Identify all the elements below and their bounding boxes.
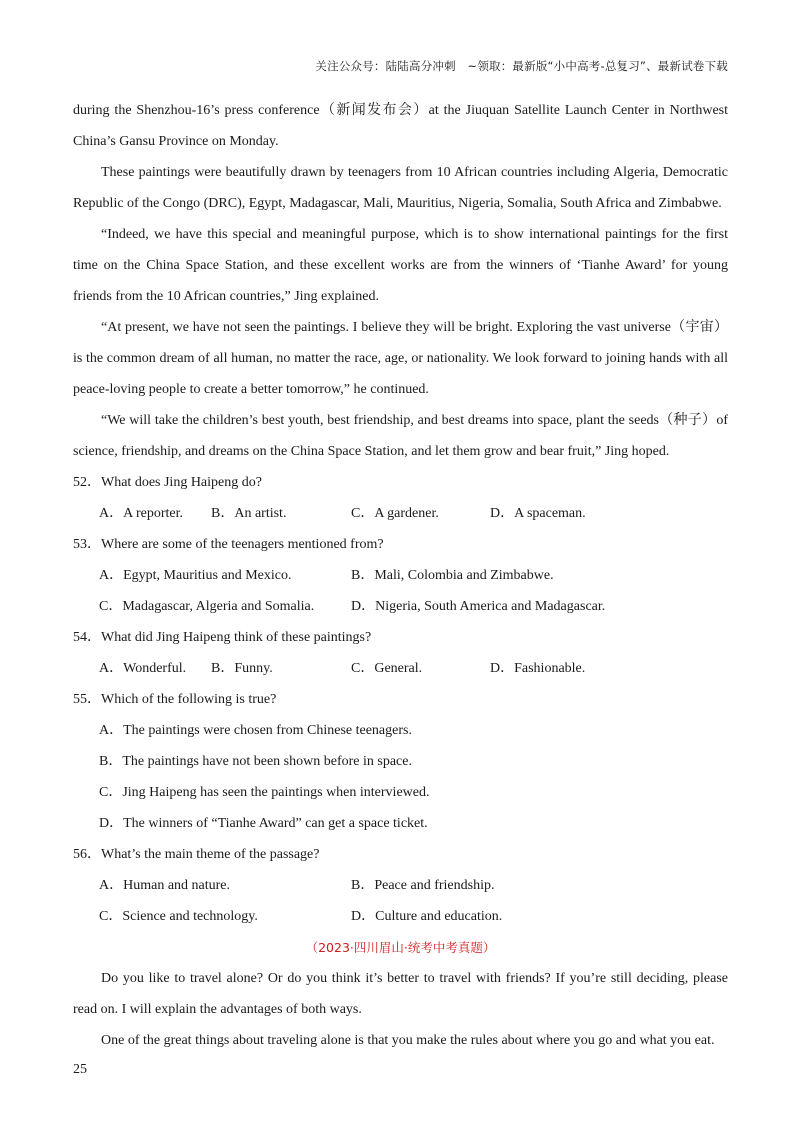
option-d: D．Fashionable. <box>490 661 586 676</box>
paragraph: “Indeed, we have this special and meaningful purpose, which is to show international paintings for the first time on the China Space Station, and these excellent works are from the winners of ‘Tianhe Award’ for young friends from the 10 African countries,” Jing explained. <box>73 227 728 304</box>
option-a-row: A．The paintings were chosen from Chinese teenagers. <box>99 723 412 738</box>
option-b: B．An artist. <box>211 506 287 521</box>
option-a: A．Wonderful. <box>99 661 187 676</box>
paragraph: One of the great things about traveling alone is that you make the rules about where you go and what you eat. <box>101 1033 715 1048</box>
paragraph: “We will take the children’s best youth, best friendship, and best dreams into space, plant the seeds（种子）of science, friendship, and dreams on the China Space Station, and let them grow and bear fruit,” Jing hoped. <box>73 413 728 459</box>
option-d: D．Culture and education. <box>351 909 503 924</box>
option-c: C．A gardener. <box>351 506 439 521</box>
question-53: 53．Where are some of the teenagers mentioned from? <box>73 537 384 552</box>
page-header: 关注公众号：陆陆高分冲刺 ~领取：最新版“小中高考-总复习”、最新试卷下载 <box>315 59 728 73</box>
option-a: A．Human and nature. <box>99 878 231 893</box>
options-53-row2 <box>73 591 728 622</box>
option-c: C．Madagascar, Algeria and Somalia. <box>99 599 315 614</box>
options-56-row2 <box>73 901 728 932</box>
option-c: C．Science and technology. <box>99 909 258 924</box>
option-b: B．Mali, Colombia and Zimbabwe. <box>351 568 554 583</box>
question-55: 55．Which of the following is true? <box>73 692 277 707</box>
source-label: （2023·四川眉山·统考中考真题） <box>305 940 496 955</box>
option-b: B．Peace and friendship. <box>351 878 495 893</box>
paragraph: These paintings were beautifully drawn by teenagers from 10 African countries including Algeria, Democratic Republic of the Congo (DRC), Egypt, Madagascar, Mali, Mauritius, Nigeria, Somalia, South Africa and Zimbabwe. <box>73 165 728 211</box>
option-b-row: B．The paintings have not been shown before in space. <box>99 754 412 769</box>
option-c-row: C．Jing Haipeng has seen the paintings when interviewed. <box>99 785 430 800</box>
paragraph: Do you like to travel alone? Or do you think it’s better to travel with friends? If you’re still deciding, please read on. I will explain the advantages of both ways. <box>73 971 728 1017</box>
options-54 <box>73 653 728 684</box>
option-a: A．Egypt, Mauritius and Mexico. <box>99 568 292 583</box>
option-c: C．General. <box>351 661 423 676</box>
option-d-row: D．The winners of “Tianhe Award” can get a space ticket. <box>99 816 428 831</box>
question-54: 54．What did Jing Haipeng think of these paintings? <box>73 630 372 645</box>
options-56-row1 <box>73 870 728 901</box>
question-52: 52．What does Jing Haipeng do? <box>73 475 262 490</box>
options-53-row1 <box>73 560 728 591</box>
option-d: D．Nigeria, South America and Madagascar. <box>351 599 606 614</box>
page-content <box>73 95 728 1056</box>
option-a: A．A reporter. <box>99 506 183 521</box>
paragraph: “At present, we have not seen the paintings. I believe they will be bright. Exploring the vast universe（宇宙）is the common dream of all human, no matter the race, age, or nationality. We look forward to joining hands with all peace-loving people to create a better tomorrow,” he continued. <box>73 320 728 397</box>
page-number: 25 <box>73 1062 87 1077</box>
options-52 <box>73 498 728 529</box>
option-b: B．Funny. <box>211 661 273 676</box>
option-d: D．A spaceman. <box>490 506 586 521</box>
question-56: 56．What’s the main theme of the passage? <box>73 847 320 862</box>
paragraph: during the Shenzhou-16’s press conference（新闻发布会）at the Jiuquan Satellite Launch Center in Northwest China’s Gansu Province on Monday. <box>73 103 728 149</box>
